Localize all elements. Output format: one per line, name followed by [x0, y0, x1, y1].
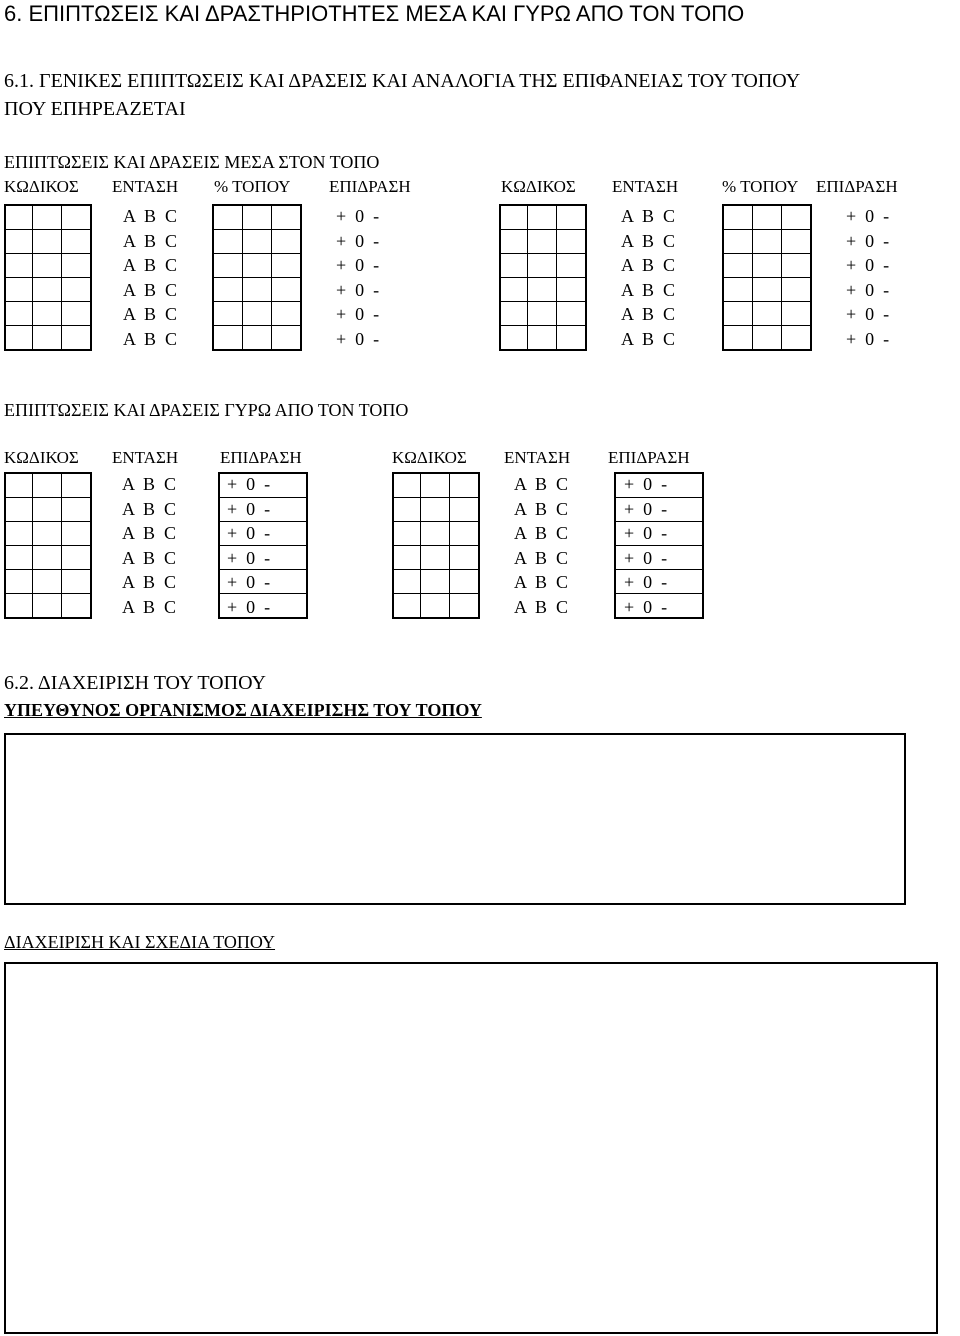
around-code-grid-1-cell[interactable]: [5, 473, 33, 498]
inside-percent-grid-1-cell[interactable]: [272, 326, 302, 351]
table-row: [723, 326, 811, 351]
around-code-grid-1-cell[interactable]: [5, 546, 33, 570]
inside-percent-grid-2-cell[interactable]: [782, 302, 812, 326]
inside-header-percent-2: % ΤΟΠΟΥ: [722, 177, 799, 196]
around-header-intensity-1: ΕΝΤΑΣΗ: [112, 448, 179, 467]
inside-code-grid-2-cell[interactable]: [500, 205, 528, 230]
inside-header-impact-1: ΕΠΙΔΡΑΣΗ: [329, 177, 411, 196]
around-code-grid-2-cell[interactable]: [393, 594, 421, 619]
inside-header-intensity-1: ΕΝΤΑΣΗ: [112, 177, 179, 196]
inside-code-grid-1-cell[interactable]: [33, 302, 62, 326]
inside-percent-grid-1-cell[interactable]: [272, 254, 302, 278]
around-code-grid-1-cell[interactable]: [5, 522, 33, 546]
inside-header-code-1: ΚΩΔΙΚΟΣ: [4, 177, 79, 196]
inside-code-grid-1: [4, 204, 92, 351]
inside-percent-grid-2-cell[interactable]: [723, 326, 753, 351]
inside-percent-grid-1-cell[interactable]: [213, 302, 243, 326]
inside-intensity-options-1: A B C: [123, 255, 178, 275]
inside-code-grid-1-cell[interactable]: [62, 205, 92, 230]
inside-code-grid-1-cell[interactable]: [62, 326, 92, 351]
around-code-grid-1-cell[interactable]: [33, 498, 62, 522]
inside-percent-grid-1-cell[interactable]: [272, 205, 302, 230]
inside-code-grid-1-cell[interactable]: [5, 302, 33, 326]
inside-code-grid-1-cell[interactable]: [62, 230, 92, 254]
inside-code-grid-2: [499, 204, 587, 351]
around-code-grid-1-cell[interactable]: [62, 570, 92, 594]
around-code-grid-2-cell[interactable]: [450, 570, 480, 594]
around-impact-options-1: + 0 -: [227, 596, 271, 617]
around-code-grid-2-cell[interactable]: [450, 473, 480, 498]
inside-code-grid-1-cell[interactable]: [5, 254, 33, 278]
table-row: [723, 302, 811, 326]
table-row: [393, 498, 479, 522]
inside-percent-grid-2-cell[interactable]: [723, 278, 753, 302]
inside-percent-grid-1-cell[interactable]: [213, 205, 243, 230]
around-code-grid-1-cell[interactable]: [33, 546, 62, 570]
around-subtitle: ΕΠΙΠΤΩΣΕΙΣ ΚΑΙ ΔΡΑΣΕΙΣ ΓΥΡΩ ΑΠΟ ΤΟΝ ΤΟΠΟ: [4, 400, 409, 420]
inside-code-grid-2-cell[interactable]: [528, 278, 557, 302]
table-row: [500, 254, 586, 278]
table-row: [213, 278, 301, 302]
around-code-grid-2-cell[interactable]: [393, 473, 421, 498]
around-intensity-options-2: A B C: [514, 596, 569, 617]
inside-impact-options-2: + 0 -: [846, 279, 890, 300]
inside-code-grid-2-cell[interactable]: [528, 302, 557, 326]
around-code-grid-1: [4, 472, 92, 619]
around-intensity-options-2: A B C: [514, 474, 569, 494]
inside-percent-grid-1-cell[interactable]: [213, 254, 243, 278]
table-row: [5, 498, 91, 522]
table-row: [5, 594, 91, 619]
inside-code-grid-2-cell[interactable]: [557, 278, 587, 302]
inside-code-grid-1-cell[interactable]: [33, 205, 62, 230]
table-row: [500, 230, 586, 254]
section-title-6-2: 6.2. ΔΙΑΧΕΙΡΙΣΗ ΤΟΥ ΤΟΠΟΥ: [4, 672, 266, 694]
around-impact-options-2: + 0 -: [624, 596, 668, 617]
around-impact-options-1: + 0 -: [227, 547, 271, 568]
inside-header-code-2: ΚΩΔΙΚΟΣ: [501, 177, 576, 196]
table-row: [5, 254, 91, 278]
table-row: [213, 326, 301, 351]
inside-header-percent-1: % ΤΟΠΟΥ: [214, 177, 291, 196]
responsible-org-box[interactable]: [4, 733, 906, 905]
around-intensity-options-1: A B C: [122, 498, 177, 519]
inside-percent-grid-1-cell[interactable]: [213, 278, 243, 302]
around-intensity-options-1: A B C: [122, 523, 177, 543]
inside-percent-grid-2-cell[interactable]: [723, 230, 753, 254]
inside-intensity-options-2: A B C: [621, 279, 676, 300]
table-row: [500, 302, 586, 326]
inside-percent-grid-1-cell[interactable]: [272, 302, 302, 326]
table-row: [5, 302, 91, 326]
inside-impact-options-1: + 0 -: [336, 328, 380, 349]
table-row: [213, 254, 301, 278]
inside-intensity-options-2: A B C: [621, 206, 676, 226]
inside-impact-options-1: + 0 -: [336, 279, 380, 300]
inside-code-grid-2-cell[interactable]: [557, 302, 587, 326]
table-row: [213, 302, 301, 326]
inside-percent-grid-2-cell[interactable]: [723, 205, 753, 230]
around-code-grid-2-cell[interactable]: [421, 546, 450, 570]
inside-code-grid-1-cell[interactable]: [33, 278, 62, 302]
table-row: [5, 522, 91, 546]
inside-code-grid-2-cell[interactable]: [528, 254, 557, 278]
section-title-6-1-line2: ΠΟΥ ΕΠΗΡΕΑΖΕΤΑΙ: [4, 98, 186, 120]
inside-code-grid-2-cell[interactable]: [500, 326, 528, 351]
table-row: [723, 205, 811, 230]
around-impact-options-2: + 0 -: [624, 474, 668, 494]
inside-percent-grid-2-cell[interactable]: [782, 278, 812, 302]
inside-code-grid-2-cell[interactable]: [528, 326, 557, 351]
inside-impact-options-2: + 0 -: [846, 255, 890, 275]
around-header-impact-1: ΕΠΙΔΡΑΣΗ: [220, 448, 302, 467]
around-code-grid-2: [392, 472, 480, 619]
around-impact-options-2: + 0 -: [624, 547, 668, 568]
responsible-org-label: ΥΠΕΥΘΥΝΟΣ ΟΡΓΑΝΙΣΜΟΣ ΔΙΑΧΕΙΡΙΣΗΣ ΤΟΥ ΤΟΠΟΥ: [4, 700, 482, 720]
inside-percent-grid-1-cell[interactable]: [243, 278, 272, 302]
around-code-grid-1-cell[interactable]: [62, 473, 92, 498]
around-code-grid-1-cell[interactable]: [62, 594, 92, 619]
table-row: [723, 230, 811, 254]
around-code-grid-1-cell[interactable]: [5, 570, 33, 594]
around-header-impact-2: ΕΠΙΔΡΑΣΗ: [608, 448, 690, 467]
around-intensity-options-1: A B C: [122, 596, 177, 617]
inside-percent-grid-1: [212, 204, 302, 351]
inside-code-grid-2-cell[interactable]: [557, 254, 587, 278]
inside-code-grid-2-cell[interactable]: [557, 326, 587, 351]
table-row: [213, 230, 301, 254]
around-impact-options-1: + 0 -: [227, 498, 271, 519]
inside-code-grid-2-cell[interactable]: [528, 205, 557, 230]
around-code-grid-1-cell[interactable]: [62, 546, 92, 570]
around-code-grid-1-cell[interactable]: [5, 594, 33, 619]
around-code-grid-1-cell[interactable]: [62, 498, 92, 522]
inside-percent-grid-2-cell[interactable]: [753, 326, 782, 351]
table-row: [5, 230, 91, 254]
inside-code-grid-1-cell[interactable]: [62, 302, 92, 326]
inside-code-grid-1-cell[interactable]: [5, 326, 33, 351]
around-code-grid-2-cell[interactable]: [450, 522, 480, 546]
inside-impact-options-2: + 0 -: [846, 304, 890, 324]
around-code-grid-1-cell[interactable]: [33, 473, 62, 498]
inside-intensity-options-1: A B C: [123, 279, 178, 300]
table-row: [5, 278, 91, 302]
around-code-grid-2-cell[interactable]: [393, 570, 421, 594]
inside-intensity-options-1: A B C: [123, 304, 178, 324]
around-code-grid-1-cell[interactable]: [33, 522, 62, 546]
inside-percent-grid-1-cell[interactable]: [243, 230, 272, 254]
around-intensity-options-1: A B C: [122, 547, 177, 568]
around-header-intensity-2: ΕΝΤΑΣΗ: [504, 448, 571, 467]
around-impact-options-2: + 0 -: [624, 523, 668, 543]
inside-impact-options-1: + 0 -: [336, 206, 380, 226]
inside-percent-grid-1-cell[interactable]: [243, 326, 272, 351]
inside-percent-grid-1-cell[interactable]: [272, 278, 302, 302]
inside-code-grid-1-cell[interactable]: [62, 254, 92, 278]
management-plan-label: [4, 932, 275, 953]
inside-impact-options-2: + 0 -: [846, 230, 890, 251]
around-impact-options-2: + 0 -: [624, 498, 668, 519]
inside-intensity-options-2: A B C: [621, 328, 676, 349]
inside-intensity-options-2: A B C: [621, 304, 676, 324]
inside-percent-grid-2-cell[interactable]: [782, 326, 812, 351]
inside-code-grid-2-cell[interactable]: [557, 205, 587, 230]
inside-code-grid-2-cell[interactable]: [500, 254, 528, 278]
inside-code-grid-1-cell[interactable]: [33, 230, 62, 254]
inside-header-intensity-2: ΕΝΤΑΣΗ: [612, 177, 679, 196]
inside-code-grid-1-cell[interactable]: [33, 326, 62, 351]
around-intensity-options-1: A B C: [122, 572, 177, 592]
table-row: [5, 546, 91, 570]
inside-code-grid-1-cell[interactable]: [62, 278, 92, 302]
inside-percent-grid-2-cell[interactable]: [723, 254, 753, 278]
inside-percent-grid-2-cell[interactable]: [782, 205, 812, 230]
around-code-grid-2-cell[interactable]: [421, 522, 450, 546]
around-code-grid-2-cell[interactable]: [450, 498, 480, 522]
around-intensity-options-2: A B C: [514, 523, 569, 543]
inside-impact-options-2: + 0 -: [846, 206, 890, 226]
around-code-grid-2-cell[interactable]: [450, 594, 480, 619]
around-code-grid-1-cell[interactable]: [62, 522, 92, 546]
around-code-grid-2-cell[interactable]: [421, 594, 450, 619]
around-intensity-options-2: A B C: [514, 547, 569, 568]
inside-percent-grid-2-cell[interactable]: [753, 205, 782, 230]
around-header-code-1: ΚΩΔΙΚΟΣ: [4, 448, 79, 467]
around-code-grid-2-cell[interactable]: [421, 473, 450, 498]
inside-code-grid-1-cell[interactable]: [33, 254, 62, 278]
management-plan-box[interactable]: [4, 962, 938, 1334]
inside-percent-grid-2: [722, 204, 812, 351]
table-row: [5, 326, 91, 351]
around-code-grid-2-cell[interactable]: [393, 498, 421, 522]
table-row: [500, 326, 586, 351]
inside-percent-grid-2-cell[interactable]: [723, 302, 753, 326]
inside-percent-grid-2-cell[interactable]: [753, 230, 782, 254]
inside-code-grid-1-cell[interactable]: [5, 230, 33, 254]
table-row: [393, 473, 479, 498]
inside-intensity-options-2: A B C: [621, 230, 676, 251]
inside-code-grid-2-cell[interactable]: [500, 230, 528, 254]
around-code-grid-2-cell[interactable]: [450, 546, 480, 570]
inside-impact-options-1: + 0 -: [336, 255, 380, 275]
inside-percent-grid-2-cell[interactable]: [782, 254, 812, 278]
inside-impact-options-1: + 0 -: [336, 230, 380, 251]
around-impact-options-1: + 0 -: [227, 523, 271, 543]
around-impact-options-2: + 0 -: [624, 572, 668, 592]
table-row: [213, 205, 301, 230]
inside-intensity-options-1: A B C: [123, 206, 178, 226]
table-row: [500, 205, 586, 230]
page-heading: 6. ΕΠΙΠΤΩΣΕΙΣ ΚΑΙ ΔΡΑΣΤΗΡΙΟΤΗΤΕΣ ΜΕΣΑ ΚΑΙ ΓΥΡΩ ΑΠΟ ΤΟΝ ΤΟΠΟ: [4, 1, 745, 26]
around-code-grid-1-cell[interactable]: [33, 570, 62, 594]
around-impact-options-1: + 0 -: [227, 474, 271, 494]
inside-percent-grid-2-cell[interactable]: [753, 278, 782, 302]
inside-percent-grid-1-cell[interactable]: [272, 230, 302, 254]
inside-intensity-options-1: A B C: [123, 328, 178, 349]
inside-impact-options-1: + 0 -: [336, 304, 380, 324]
inside-percent-grid-1-cell[interactable]: [243, 254, 272, 278]
inside-code-grid-1-cell[interactable]: [5, 278, 33, 302]
table-row: [723, 254, 811, 278]
inside-percent-grid-1-cell[interactable]: [213, 326, 243, 351]
around-code-grid-2-cell[interactable]: [421, 498, 450, 522]
around-impact-options-1: + 0 -: [227, 572, 271, 592]
around-intensity-options-2: A B C: [514, 572, 569, 592]
inside-intensity-options-2: A B C: [621, 255, 676, 275]
table-row: [723, 278, 811, 302]
table-row: [5, 205, 91, 230]
around-code-grid-2-cell[interactable]: [421, 570, 450, 594]
around-code-grid-1-cell[interactable]: [33, 594, 62, 619]
inside-intensity-options-1: A B C: [123, 230, 178, 251]
table-row: [500, 278, 586, 302]
inside-code-grid-2-cell[interactable]: [500, 302, 528, 326]
around-intensity-options-1: A B C: [122, 474, 177, 494]
table-row: [393, 594, 479, 619]
inside-code-grid-2-cell[interactable]: [500, 278, 528, 302]
inside-code-grid-2-cell[interactable]: [528, 230, 557, 254]
around-code-grid-1-cell[interactable]: [5, 498, 33, 522]
inside-subtitle: ΕΠΙΠΤΩΣΕΙΣ ΚΑΙ ΔΡΑΣΕΙΣ ΜΕΣΑ ΣΤΟΝ ΤΟΠΟ: [4, 152, 380, 172]
inside-percent-grid-2-cell[interactable]: [753, 254, 782, 278]
around-code-grid-2-cell[interactable]: [393, 546, 421, 570]
table-row: [393, 522, 479, 546]
table-row: [5, 473, 91, 498]
inside-percent-grid-1-cell[interactable]: [213, 230, 243, 254]
table-row: [393, 546, 479, 570]
inside-percent-grid-2-cell[interactable]: [782, 230, 812, 254]
inside-percent-grid-1-cell[interactable]: [243, 205, 272, 230]
around-code-grid-2-cell[interactable]: [393, 522, 421, 546]
around-intensity-options-2: A B C: [514, 498, 569, 519]
section-title-6-1: 6.1. ΓΕΝΙΚΕΣ ΕΠΙΠΤΩΣΕΙΣ ΚΑΙ ΔΡΑΣΕΙΣ ΚΑΙ ΑΝΑΛΟΓΙΑ ΤΗΣ ΕΠΙΦΑΝΕΙΑΣ ΤΟΥ ΤΟΠΟΥ: [4, 70, 801, 92]
inside-percent-grid-1-cell[interactable]: [243, 302, 272, 326]
inside-impact-options-2: + 0 -: [846, 328, 890, 349]
inside-percent-grid-2-cell[interactable]: [753, 302, 782, 326]
around-header-code-2: ΚΩΔΙΚΟΣ: [392, 448, 467, 467]
inside-code-grid-2-cell[interactable]: [557, 230, 587, 254]
table-row: [393, 570, 479, 594]
inside-code-grid-1-cell[interactable]: [5, 205, 33, 230]
table-row: [5, 570, 91, 594]
management-plan-label-text: ΔΙΑΧΕΙΡΙΣΗ ΚΑΙ ΣΧΕΔΙΑ ΤΟΠΟΥ: [4, 932, 276, 952]
inside-header-impact-2: ΕΠΙΔΡΑΣΗ: [816, 177, 898, 196]
